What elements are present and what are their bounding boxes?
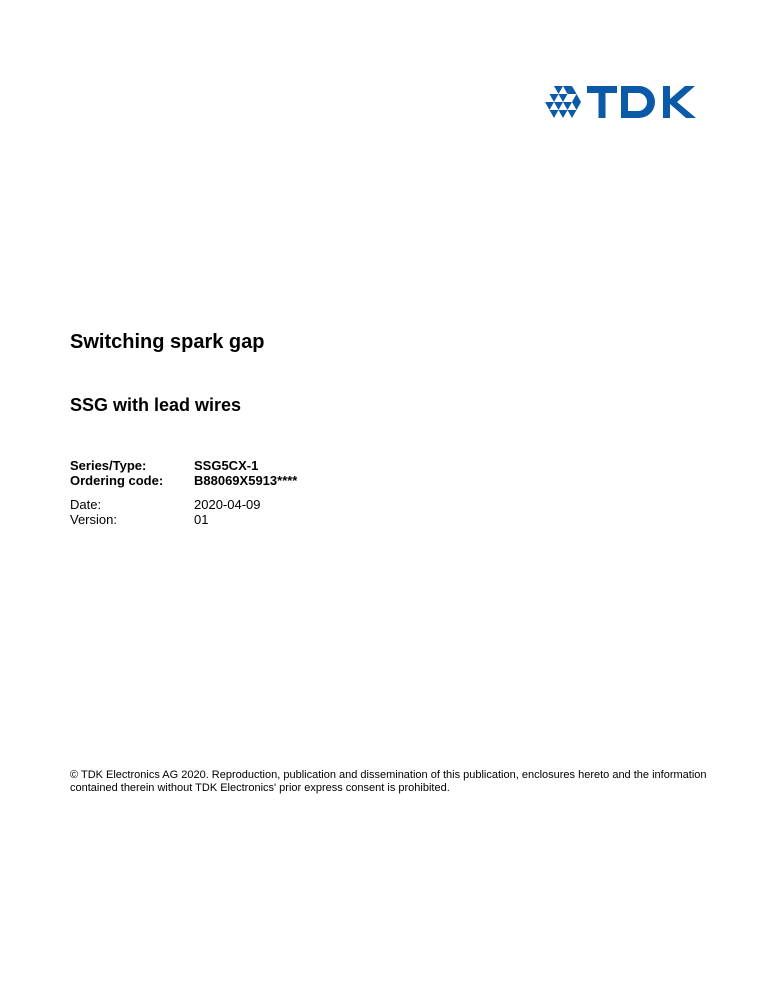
- tdk-logo-graphic: [545, 84, 701, 120]
- series-type-row: [70, 458, 297, 473]
- ordering-code-row: [70, 473, 297, 488]
- ordering-code-value: B88069X5913****: [194, 473, 298, 488]
- copyright-notice: [70, 769, 710, 795]
- product-identification: [70, 458, 297, 488]
- copyright-text: TDK Electronics AG 2020. Reproduction, publication and dissemination of this publication, enclosures hereto and the information contained therein without TDK Electronics' prior express consent is prohibited.: [70, 769, 707, 794]
- date-label: Date:: [70, 497, 102, 512]
- copyright-symbol: ©: [70, 769, 79, 781]
- series-type-label: Series/Type:: [70, 458, 147, 473]
- ordering-code-label: Ordering code:: [70, 473, 164, 488]
- date-value: 2020-04-09: [194, 497, 261, 512]
- date-row: [70, 497, 261, 512]
- version-row: [70, 512, 261, 527]
- document-subtitle: SSG with lead wires: [70, 395, 242, 415]
- version-label: Version:: [70, 512, 117, 527]
- tdk-logo: [545, 84, 701, 120]
- version-value: 01: [194, 512, 209, 527]
- series-type-value: SSG5CX-1: [194, 458, 259, 473]
- document-title: Switching spark gap: [70, 331, 265, 353]
- document-metadata: [70, 497, 261, 527]
